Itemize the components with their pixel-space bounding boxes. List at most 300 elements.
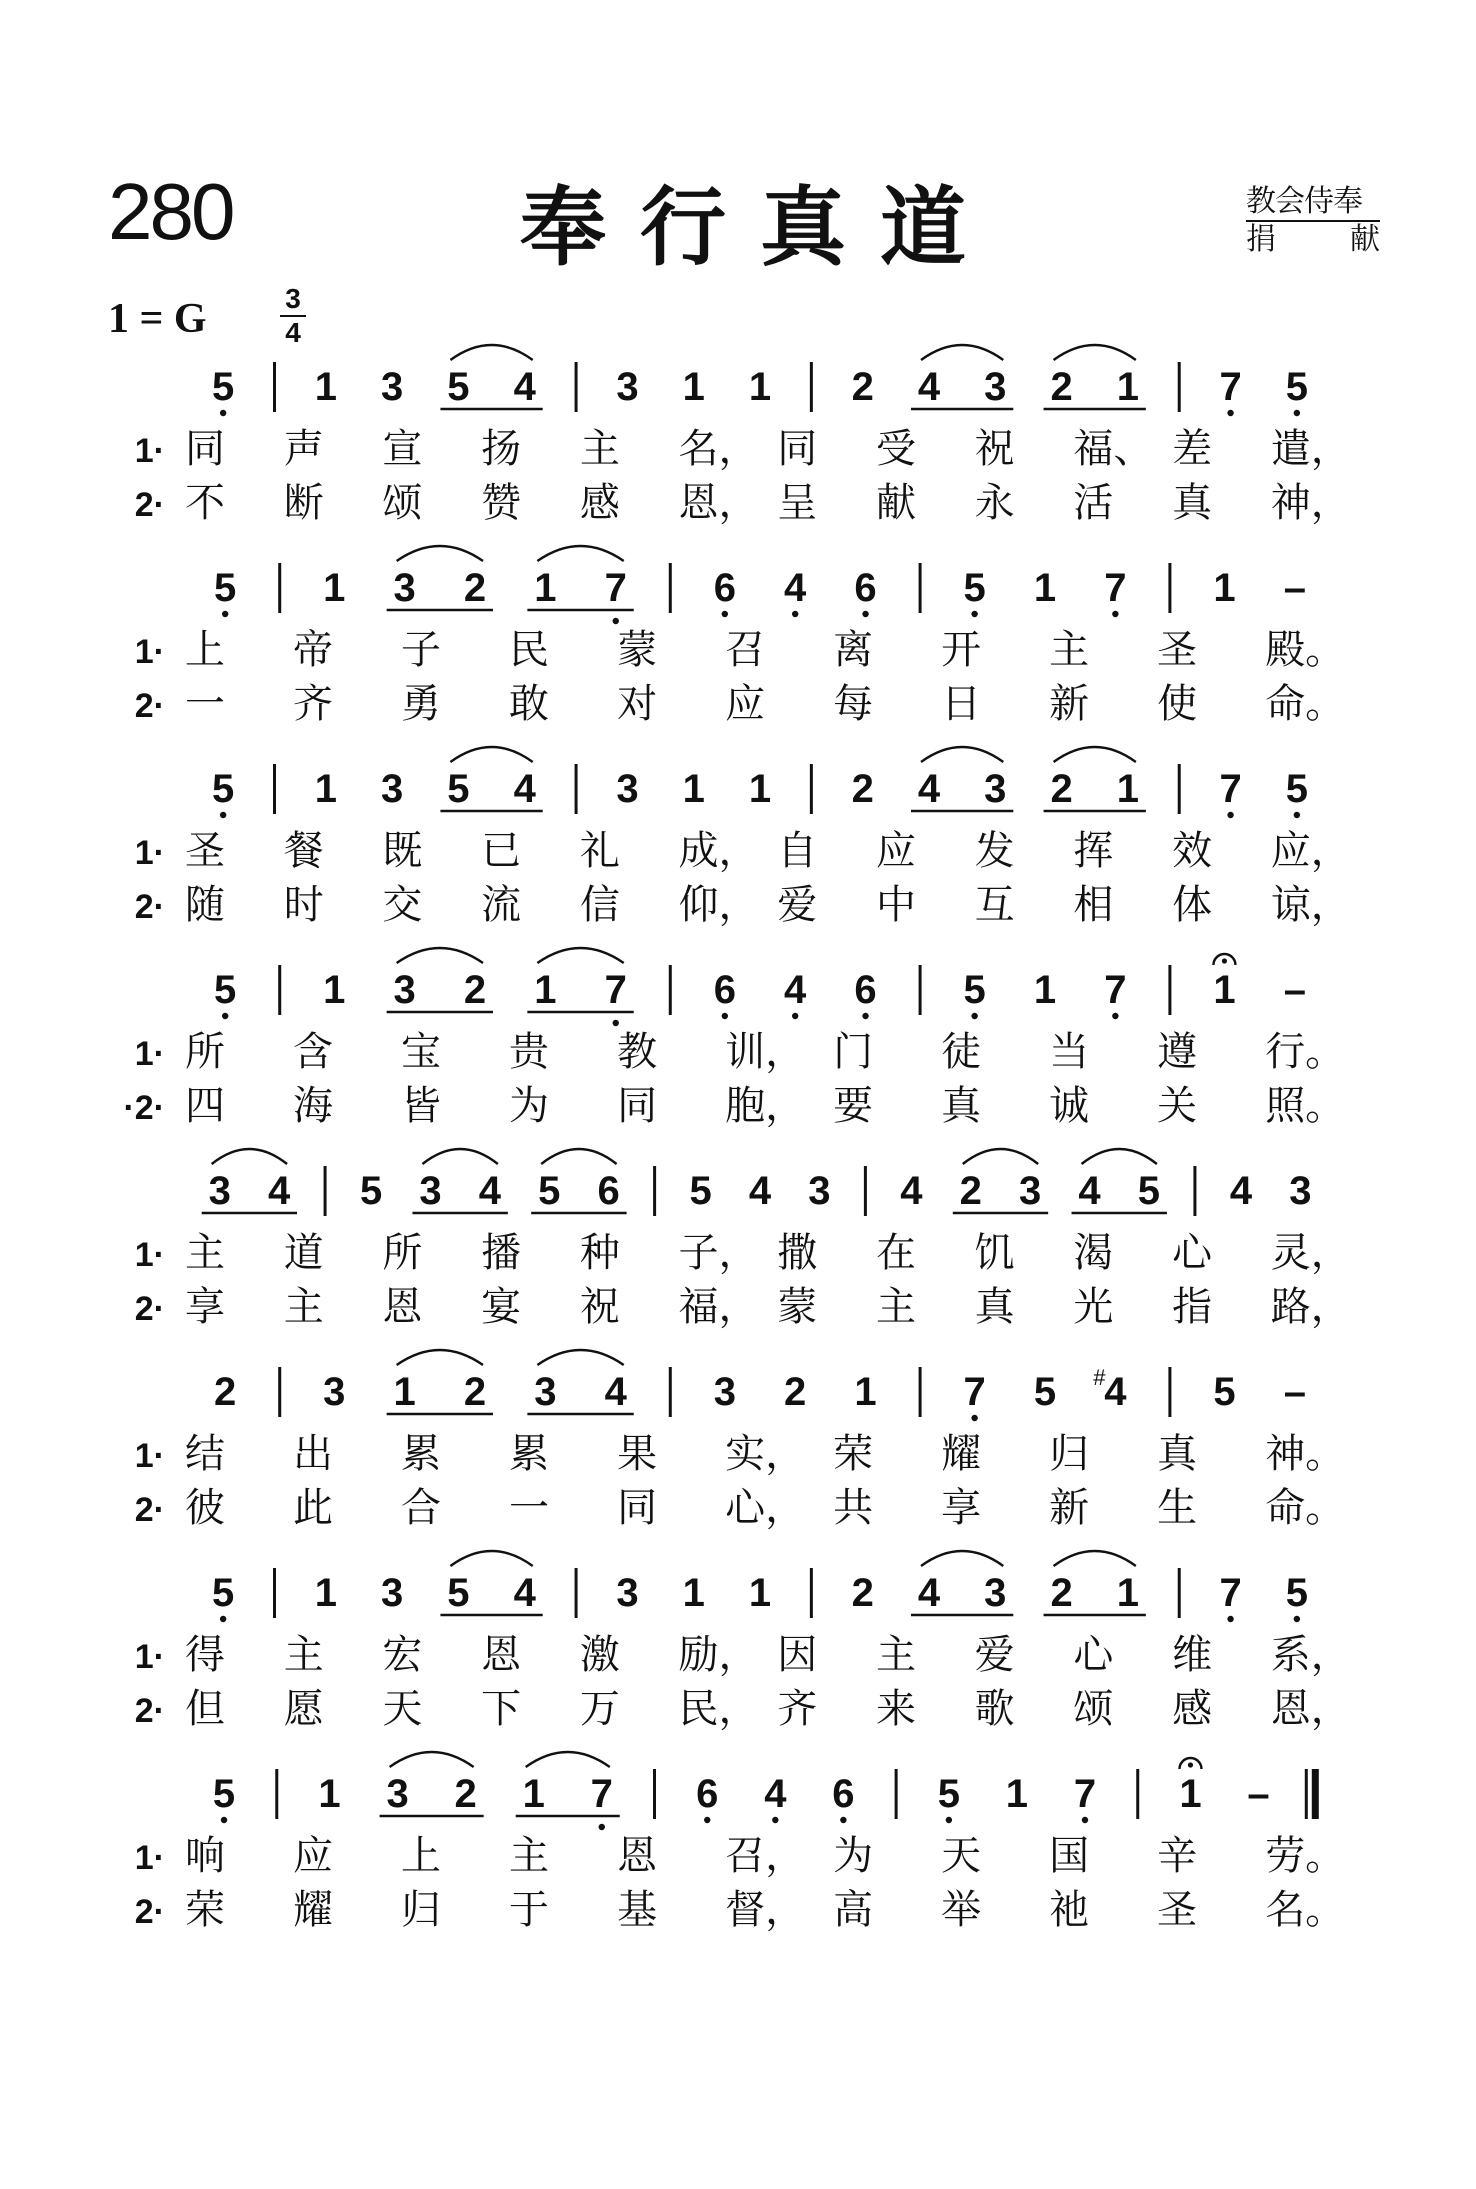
note: 5 [214,968,237,1012]
note: 3 [713,1370,736,1414]
lyric-syllable: 真 [1157,1431,1198,1477]
lyric-syllable: 应， [1270,828,1351,874]
note: 3 [393,566,416,610]
sharp-sign: # [1093,1365,1106,1390]
lyric-syllable: 为 [509,1083,550,1129]
note: 4 [784,566,807,610]
lyric-syllable: 恩， [1270,1686,1351,1732]
note: 3 [381,1571,404,1615]
lyric-syllable: 圣 [185,828,225,874]
octave-dot [1227,812,1233,818]
lyric-syllable: 当 [1049,1029,1090,1075]
note: 7 [1219,767,1242,811]
lyric-syllable: 神。 [1265,1431,1346,1477]
note: – [1283,968,1306,1012]
lyric-syllable: 差 [1172,426,1213,472]
note: 5 [689,1169,712,1213]
lyric-syllable: 励， [678,1632,759,1678]
lyric-syllable: 此 [293,1485,334,1531]
slur [1082,1149,1157,1164]
lyric-syllable: 彼 [185,1485,225,1531]
slur [1054,1551,1136,1566]
lyric-syllable: 效 [1172,828,1213,874]
note: 1 [748,767,772,811]
note: 3 [381,767,404,811]
lyric-syllable: 主 [579,426,620,472]
note: 6 [854,566,877,610]
note: 4 [917,767,941,811]
lyric-syllable: 殿。 [1265,627,1346,673]
verse-number: 2· [134,687,165,725]
note: 1 [1213,566,1236,610]
note: 4 [917,365,941,409]
note: 5 [1285,767,1308,811]
lyric-syllable: 门 [833,1029,874,1075]
lyric-syllable: 活 [1073,480,1114,526]
note: 1 [748,365,772,409]
note: 2 [784,1370,807,1414]
note: 1 [323,968,346,1012]
lyric-syllable: 既 [382,828,423,874]
slur [450,345,532,360]
note: 2 [851,1571,874,1615]
lyric-syllable: 感 [579,480,620,526]
note: 5 [214,566,237,610]
lyric-syllable: 来 [875,1686,916,1732]
verse-number: 2· [134,1692,165,1730]
octave-dot [840,1817,846,1823]
note: 1 [1033,968,1057,1012]
note: 4 [748,1169,772,1213]
lyric-syllable: 应 [875,828,916,874]
note: 4 [513,365,536,409]
lyric-syllable: 民 [509,627,550,673]
note: 3 [808,1169,831,1213]
lyric-syllable: 恩 [481,1632,522,1678]
lyric-syllable: 离 [833,627,874,673]
slur [921,747,1003,762]
lyric-syllable: 共 [833,1485,874,1531]
note: 5 [937,1772,960,1816]
lyric-syllable: 不 [185,480,225,526]
lyric-syllable: 合 [401,1485,442,1531]
note: 2 [463,566,487,610]
lyric-syllable: 使 [1157,681,1198,727]
lyric-syllable: 荣 [185,1887,225,1933]
note: 1 [682,365,705,409]
lyric-syllable: 光 [1073,1284,1114,1330]
lyric-syllable: 海 [293,1083,334,1129]
lyric-syllable: 照。 [1265,1083,1346,1129]
lyric-syllable: 谅， [1270,882,1351,928]
time-signature-bottom: 4 [285,317,301,348]
lyric-syllable: 上 [185,627,225,673]
note: 1 [682,1571,705,1615]
lyric-syllable: 已 [481,828,522,874]
note: 1 [1116,767,1139,811]
octave-dot [1294,812,1300,818]
lyric-syllable: 辛 [1157,1833,1198,1879]
octave-dot [772,1817,778,1823]
lyric-syllable: 胞， [725,1083,806,1129]
lyric-syllable: 爱 [777,882,818,928]
hymn-number: 280 [108,167,233,256]
note: 4 [267,1169,291,1213]
lyric-syllable: 四 [185,1083,225,1129]
lyric-syllable: 皆 [401,1083,442,1129]
lyric-syllable: 断 [283,480,324,526]
verse-number: 2· [134,1893,165,1931]
note: 3 [381,365,404,409]
lyric-syllable: 中 [875,882,916,928]
lyric-syllable: 受 [875,426,916,472]
lyric-syllable: 流 [481,882,522,928]
lyric-syllable: 召， [725,1833,806,1879]
note: 2 [463,1370,487,1414]
lyric-syllable: 渴 [1073,1230,1114,1276]
lyric-syllable: 开 [941,627,982,673]
note: 7 [963,1370,986,1414]
slur [212,1149,287,1164]
lyric-syllable: 赞 [481,480,522,526]
lyric-syllable: 行。 [1265,1029,1346,1075]
octave-dot [221,1817,227,1823]
octave-dot [971,611,977,617]
note: 3 [984,767,1007,811]
note: 3 [984,1571,1007,1615]
note: 7 [604,566,627,610]
note: 2 [851,767,874,811]
octave-dot [220,812,226,818]
lyric-syllable: 灵， [1270,1230,1351,1276]
lyric-syllable: 享 [185,1284,225,1330]
verse-number: 2· [134,888,165,926]
slur [526,1752,610,1767]
lyric-syllable: 敢 [509,681,550,727]
note: 4 [917,1571,941,1615]
note: 3 [208,1169,231,1213]
lyric-syllable: 出 [293,1431,334,1477]
fermata-dot [1188,1762,1193,1767]
time-signature [280,284,306,348]
lyric-syllable: 撒 [777,1230,818,1276]
note: 5 [212,365,235,409]
note: 5 [1285,1571,1308,1615]
lyric-syllable: 恩 [382,1284,423,1330]
lyric-syllable: 互 [974,882,1015,928]
lyric-syllable: 自 [777,828,818,874]
note: 1 [1005,1772,1029,1816]
note: 3 [386,1772,409,1816]
lyric-syllable: 祝 [974,426,1015,472]
note: 7 [1104,968,1127,1012]
lyric-syllable: 新 [1049,681,1090,727]
note: 1 [1116,365,1139,409]
verse-number: 1· [134,1035,165,1073]
lyric-syllable: 果 [617,1431,658,1477]
lyric-syllable: 万 [579,1686,620,1732]
note: 7 [1219,1571,1242,1615]
note: 6 [832,1772,855,1816]
lyric-syllable: 心 [1172,1230,1213,1276]
octave-dot [946,1817,952,1823]
lyric-syllable: 贵 [509,1029,550,1075]
note: – [1247,1772,1270,1816]
lyric-syllable: 蒙 [777,1284,818,1330]
note: 3 [534,1370,557,1414]
octave-dot [220,1616,226,1622]
note: 3 [393,968,416,1012]
hymn-title: 奉行真道 [520,178,1000,278]
lyric-syllable: 挥 [1073,828,1114,874]
verse-number: 2· [134,1491,165,1529]
lyric-syllable: 主 [185,1230,225,1276]
lyric-syllable: 得 [185,1632,225,1678]
note: 1 [323,566,346,610]
lyric-syllable: 遵 [1157,1029,1198,1075]
slur [1054,747,1136,762]
octave-dot [1294,410,1300,416]
note: 5 [212,767,235,811]
note: 1 [682,767,705,811]
lyric-syllable: 福， [678,1284,759,1330]
lyric-syllable: 扬 [481,426,522,472]
attribution-char: 献 [1350,222,1380,257]
octave-dot [1082,1817,1088,1823]
note: 1 [318,1772,341,1816]
octave-dot [613,1020,619,1026]
octave-dot [722,611,728,617]
lyric-syllable: 所 [185,1029,225,1075]
lyric-syllable: 饥 [974,1230,1015,1276]
attribution-line-2 [1246,222,1380,258]
verse-number: 1· [134,1638,165,1676]
slur [963,1149,1038,1164]
octave-dot [222,1013,228,1019]
lyric-syllable: 名， [678,426,759,472]
lyric-syllable: 勇 [401,681,442,727]
fermata-dot [1222,958,1227,963]
lyric-syllable: 种 [579,1230,620,1276]
note: – [1283,566,1306,610]
note: 5 [1033,1370,1057,1414]
lyric-syllable: 心， [725,1485,806,1531]
lyric-syllable: 对 [617,681,658,727]
lyric-syllable: 永 [974,480,1015,526]
note: 1 [1116,1571,1139,1615]
note: 2 [851,365,874,409]
lyric-syllable: 宏 [382,1632,423,1678]
slur [537,546,623,561]
lyric-syllable: 民， [678,1686,759,1732]
verse-number: 1· [134,1839,165,1877]
octave-dot [1112,611,1118,617]
lyric-syllable: 真 [941,1083,982,1129]
lyric-syllable: 真 [974,1284,1015,1330]
lyric-syllable: 高 [833,1887,874,1933]
lyric-syllable: 上 [401,1833,442,1879]
note: 6 [597,1169,620,1213]
note: 6 [713,968,736,1012]
note: 5 [538,1169,561,1213]
note: 5 [447,767,470,811]
attribution [1246,184,1380,258]
attribution-char: 捐 [1246,222,1276,257]
lyric-syllable: 主 [283,1632,324,1678]
lyric-syllable: 发 [974,828,1015,874]
lyric-syllable: 礼 [579,828,620,874]
verse-number: 1· [134,1236,165,1274]
note: 6 [854,968,877,1012]
lyric-syllable: 在 [875,1230,916,1276]
lyric-syllable: 子 [401,627,442,673]
octave-dot [792,611,798,617]
lyric-syllable: 圣 [1157,627,1198,673]
verse-number: 2· [134,486,165,524]
lyric-syllable: 随 [185,882,225,928]
note: 4 [1078,1169,1101,1213]
note: 1 [314,365,337,409]
lyric-syllable: 享 [941,1485,982,1531]
verse-number: 1· [134,1437,165,1475]
note: 1 [314,1571,337,1615]
note: 5 [1213,1370,1236,1414]
slur [450,1551,532,1566]
note: 1 [534,968,557,1012]
verse-number: 1· [134,633,165,671]
slur [397,1350,483,1365]
lyric-syllable: 累 [401,1431,442,1477]
lyric-syllable: 齐 [293,681,334,727]
slur [541,1149,616,1164]
lyric-syllable: 召 [725,627,766,673]
verse-number: 1· [134,432,165,470]
slur [921,1551,1003,1566]
lyric-syllable: 国 [1049,1833,1090,1879]
lyric-syllable: 时 [283,882,324,928]
lyric-syllable: 督， [725,1887,806,1933]
note: 3 [1019,1169,1042,1213]
lyric-syllable: 圣 [1157,1887,1198,1933]
lyric-syllable: 真 [1172,480,1213,526]
lyric-syllable: 体 [1172,882,1213,928]
lyric-syllable: 关 [1157,1083,1198,1129]
lyric-syllable: 主 [875,1284,916,1330]
lyric-syllable: 成， [678,828,759,874]
lyric-syllable: 徒 [941,1029,982,1075]
octave-dot [222,611,228,617]
lyric-syllable: 神， [1270,480,1351,526]
octave-dot [1227,410,1233,416]
note: 1 [314,767,337,811]
lyric-syllable: 声 [283,426,324,472]
lyric-syllable: 宝 [401,1029,442,1075]
note: 2 [454,1772,477,1816]
note: 5 [447,365,470,409]
slur [422,1149,497,1164]
note: 1 [522,1772,545,1816]
lyric-syllable: 相 [1073,882,1114,928]
key-signature: 1 = G [108,296,207,342]
octave-dot [722,1013,728,1019]
lyric-syllable: 帝 [293,627,334,673]
note: 1 [534,566,557,610]
note: 3 [323,1370,346,1414]
lyric-syllable: 心 [1073,1632,1114,1678]
lyric-syllable: 基 [617,1887,658,1933]
verse-number: ·2· [123,1089,165,1127]
note: 7 [1073,1772,1097,1816]
time-signature-top: 3 [285,283,301,314]
lyric-syllable: 因 [777,1632,818,1678]
octave-dot [792,1013,798,1019]
note: 1 [748,1571,772,1615]
lyric-syllable: 命。 [1265,1485,1346,1531]
note: 3 [1289,1169,1312,1213]
note: 4 [604,1370,627,1414]
slur [390,1752,474,1767]
slur [921,345,1003,360]
lyric-syllable: 所 [382,1230,423,1276]
attribution-line-1: 教会侍奉 [1246,184,1380,222]
note: 5 [212,1571,235,1615]
octave-dot [220,410,226,416]
note: 7 [1104,566,1127,610]
verse-number: 1· [134,834,165,872]
lyric-syllable: 爱 [974,1632,1015,1678]
note: 5 [212,1772,236,1816]
lyric-syllable: 于 [509,1887,550,1933]
lyric-syllable: 歌 [974,1686,1015,1732]
note: 4 [784,968,807,1012]
lyric-syllable: 归 [401,1887,442,1933]
lyric-syllable: 指 [1172,1284,1213,1330]
note: 4 [900,1169,923,1213]
note: 2 [214,1370,237,1414]
slur [397,546,483,561]
lyric-syllable: 颂 [1073,1686,1114,1732]
lyric-syllable: 祝 [579,1284,620,1330]
lyric-syllable: 诚 [1049,1083,1090,1129]
lyric-syllable: 每 [833,681,874,727]
note: 4 [513,767,536,811]
note: 6 [696,1772,719,1816]
lyric-syllable: 但 [185,1686,225,1732]
note: 3 [984,365,1007,409]
note: 3 [616,1571,639,1615]
slur [537,1350,623,1365]
note: 4 [1229,1169,1253,1213]
lyric-syllable: 宣 [382,426,423,472]
note: – [1283,1370,1306,1414]
lyric-syllable: 祂 [1049,1887,1090,1933]
lyric-syllable: 下 [481,1686,522,1732]
lyric-syllable: 一 [509,1485,550,1531]
lyric-syllable: 应 [293,1833,334,1879]
lyric-syllable: 恩， [678,480,759,526]
note: 4 [764,1772,787,1816]
verse-number: 2· [134,1290,165,1328]
lyric-syllable: 举 [941,1887,982,1933]
note: 2 [1050,1571,1073,1615]
slur [1054,345,1136,360]
lyric-syllable: 主 [509,1833,550,1879]
octave-dot [1294,1616,1300,1622]
slur [397,948,483,963]
lyric-syllable: 献 [875,480,916,526]
lyric-syllable: 要 [833,1083,874,1129]
note: 5 [963,566,986,610]
